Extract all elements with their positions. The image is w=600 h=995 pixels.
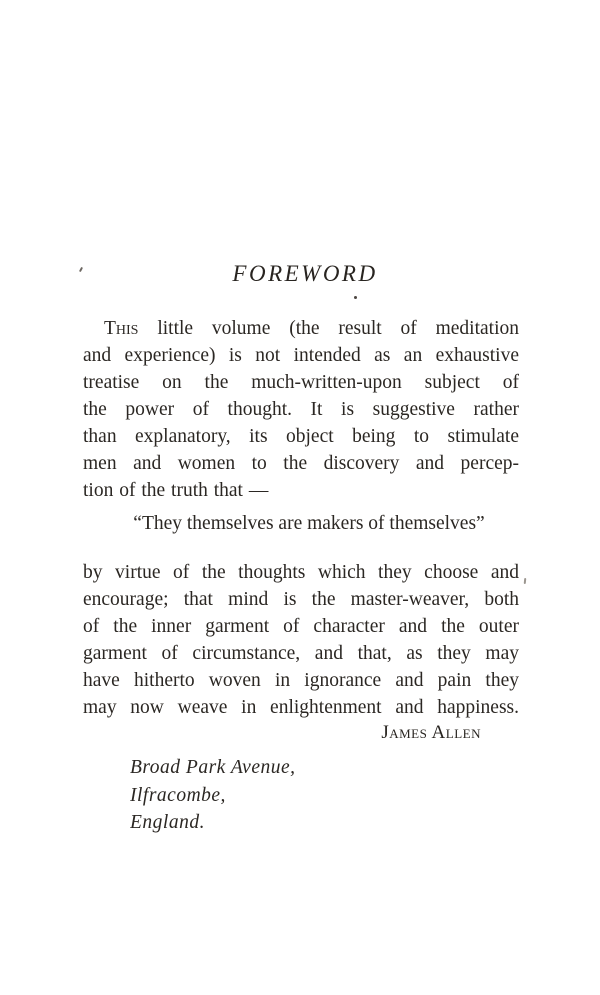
- address-line-3: England.: [130, 812, 205, 833]
- lead-word-small-caps: This: [104, 318, 139, 339]
- author-signature: James Allen: [381, 722, 481, 743]
- para1-line-2: and experience) is not intended as an exhaustive: [83, 345, 519, 366]
- para2-line-5: have hitherto woven in ignorance and pain they: [83, 670, 519, 691]
- para1-line-6: men and women to the discovery and percep-: [83, 453, 519, 474]
- para2-line-4: garment of circumstance, and that, as they may: [83, 643, 519, 664]
- page-title: FOREWORD: [232, 261, 378, 286]
- para1-line-1: [83, 315, 519, 342]
- para1-line-4: the power of thought. It is suggestive rather: [83, 399, 519, 420]
- address-line-2: Ilfracombe,: [130, 784, 226, 806]
- para2-line-3: of the inner garment of character and the outer: [83, 616, 519, 637]
- para1-line-7: tion of the truth that —: [83, 480, 269, 501]
- para1-line-3: treatise on the much-written-upon subject of: [83, 372, 519, 393]
- para1-line-1-text: little volume (the result of meditation: [138, 318, 519, 339]
- paragraph-2: [83, 559, 519, 721]
- para2-line-1: by virtue of the thoughts which they choose and: [83, 562, 519, 583]
- paragraph-1: [83, 315, 519, 504]
- scan-artifact-title-dot: [354, 296, 357, 299]
- para1-line-5: than explanatory, its object being to stimulate: [83, 426, 519, 447]
- epigraph-quote: “They themselves are makers of themselves”: [133, 513, 485, 534]
- para2-line-2: encourage; that mind is the master-weaver, both: [83, 589, 519, 610]
- para2-line-6: may now weave in enlightenment and happiness.: [83, 697, 519, 718]
- scan-artifact-tick: [524, 578, 526, 584]
- foreword-text-block: [83, 315, 519, 837]
- author-address: [83, 754, 519, 837]
- address-line-1: Broad Park Avenue,: [130, 757, 296, 778]
